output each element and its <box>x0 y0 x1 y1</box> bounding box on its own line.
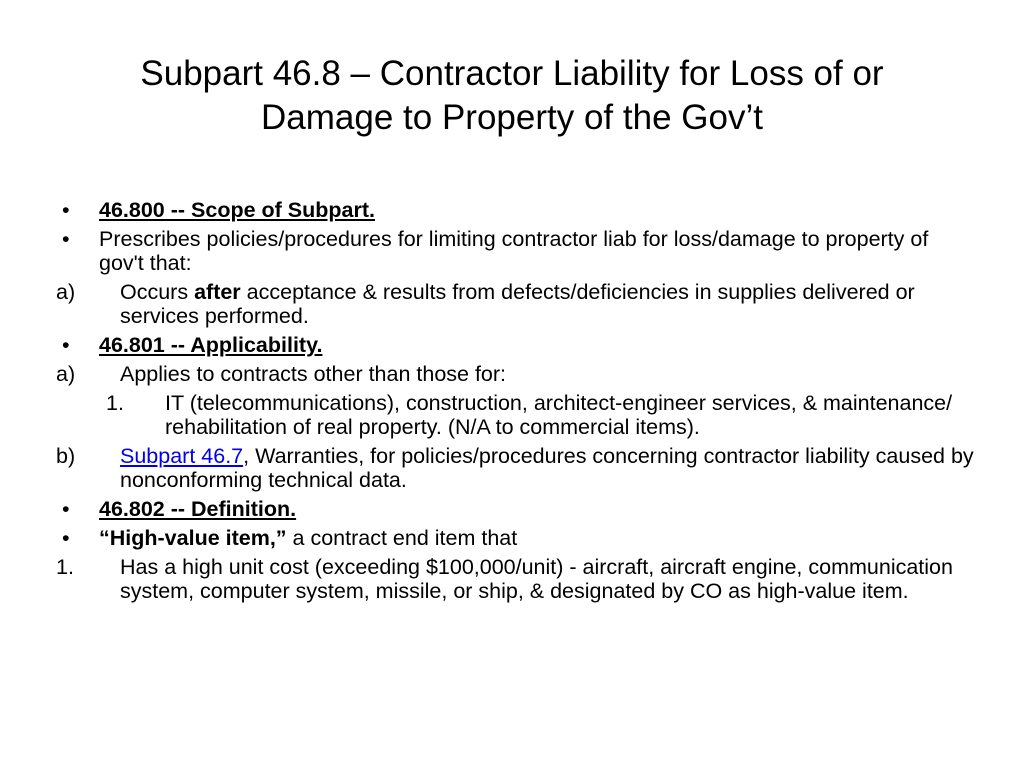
bullet-marker: • <box>62 333 70 357</box>
alpha-marker: a) <box>56 280 76 304</box>
section-heading-46-800: 46.800 -- Scope of Subpart. <box>99 198 375 222</box>
item-text: IT (telecommunications), construction, architect-engineer services, & maintenance/ rehabilitation of real property. (N/A to commercial items). <box>165 391 953 439</box>
alpha-marker: a) <box>56 362 76 386</box>
list-item-it-exclusions <box>56 391 976 439</box>
list-item-definition-heading <box>56 497 976 521</box>
title-line-1: Subpart 46.8 – Contractor Liability for Loss of or <box>140 54 884 93</box>
item-text-pre: Occurs <box>120 280 195 304</box>
bullet-marker: • <box>62 198 70 222</box>
list-item-prescribes <box>56 227 976 275</box>
item-text-post: acceptance & results from defects/deficiencies in supplies delivered or services performed. <box>120 280 915 328</box>
subpart-46-7-link[interactable]: Subpart 46.7 <box>120 444 244 468</box>
item-text: Applies to contracts other than those for: <box>120 362 507 386</box>
section-heading-46-802: 46.802 -- Definition. <box>99 497 297 521</box>
alpha-marker: b) <box>56 444 76 468</box>
item-text: Has a high unit cost (exceeding $100,000/unit) - aircraft, aircraft engine, communication system, computer system, missile, or ship, & designated by CO as high-value item. <box>120 555 953 603</box>
bullet-marker: • <box>62 526 70 550</box>
bullet-marker: • <box>62 497 70 521</box>
number-marker: 1. <box>106 391 124 415</box>
list-item-scope-heading <box>56 198 976 222</box>
list-item-subpart-46-7 <box>56 444 976 492</box>
term-high-value-item: “High-value item,” <box>99 526 287 550</box>
list-item-high-unit-cost <box>56 555 976 603</box>
slide-title <box>60 52 964 140</box>
section-heading-46-801: 46.801 -- Applicability. <box>99 333 323 357</box>
item-text-post: a contract end item that <box>286 526 518 550</box>
list-item-applicability-heading <box>56 333 976 357</box>
bullet-marker: • <box>62 227 70 251</box>
list-item-high-value <box>56 526 976 550</box>
title-line-2: Damage to Property of the Gov’t <box>261 98 763 137</box>
slide-body <box>56 198 976 608</box>
item-text-bold: after <box>194 280 241 304</box>
number-marker: 1. <box>56 555 74 579</box>
list-item-applies-to <box>56 362 976 386</box>
list-item-occurs-after <box>56 280 976 328</box>
item-text: Prescribes policies/procedures for limiting contractor liab for loss/damage to property of gov't that: <box>99 227 929 275</box>
item-text-post: , Warranties, for policies/procedures concerning contractor liability caused by nonconforming technical data. <box>120 444 974 492</box>
